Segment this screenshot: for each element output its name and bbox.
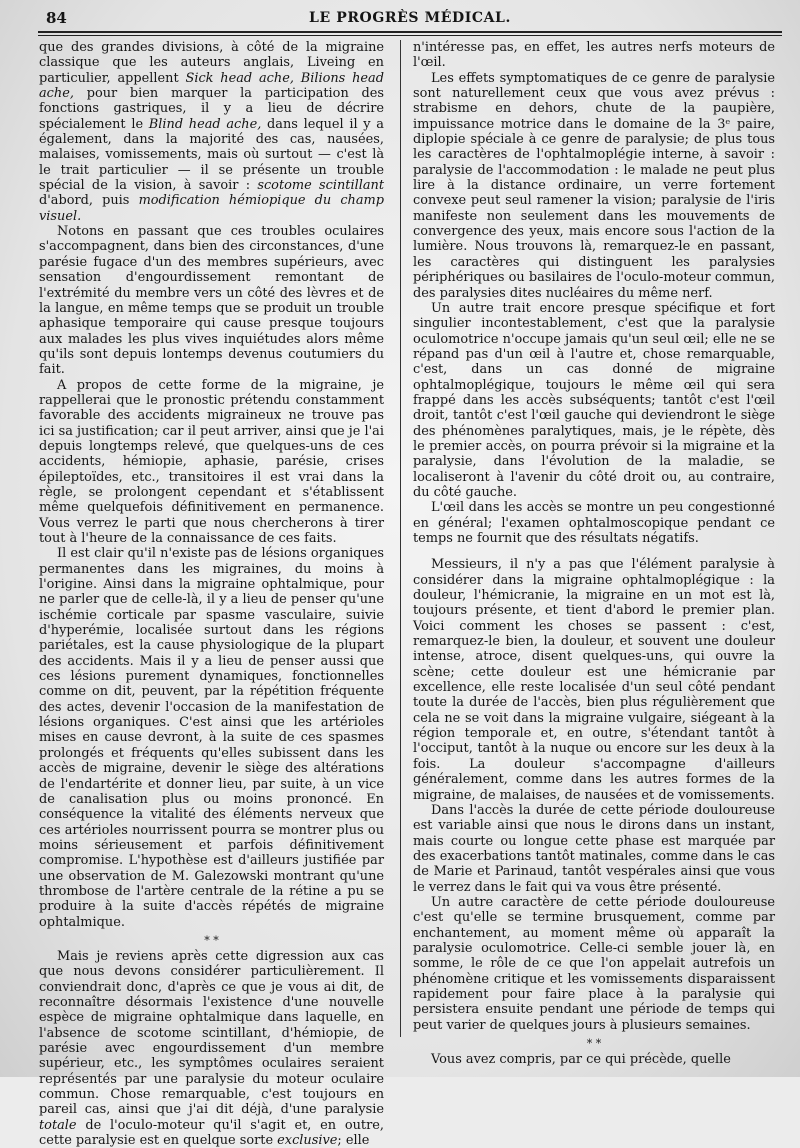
header-rule (38, 31, 782, 33)
paragraph: Un autre trait encore presque spécifique et fort singulier incontestablement, c'est que la paralysie oculomotrice n'occupe jamais qu'un seul œil; elle ne se répand pas d'un œil à l'autre et, chose remarquable, c'est, dans un cas donné de migraine ophtalmoplégique, toujours le même œil qui sera frappé dans les accès subséquents; tantôt c'est l'œil droit, tantôt c'est l'œil gauche qui deviendront le siège des phénomènes paralytiques, mais, je le répète, dès le premier accès, on pourra prévoir si la migraine et la paralysie, dans l'évolution de la maladie, se localiseront à l'avenir du côté droit ou, au contraire, du côté gauche. (413, 300, 775, 500)
paragraph: A propos de cette forme de la migraine, je rappellerai que le pronostic prétendu constamment favorable des accidents migraineux ne trouve pas ici sa justification; car il peut arriver, ainsi que je l'ai depuis longtemps relevé, que quelques-uns de ces accidents, hémiopie, aphasie, parésie, crises épileptoïdes, etc., transitoires il est vrai dans la règle, se prolongent cependant et s'établissent même quelquefois définitivement en permanence. Vous verrez le parti que nous chercherons à tirer tout à l'heure de la connaissance de ces faits. (39, 377, 384, 546)
paragraph: Notons en passant que ces troubles oculaires s'accompagnent, dans bien des circonstances, d'une parésie fugace d'un des membres supérieurs, avec sensation d'engourdissement remontant de l'extrémité du membre vers un côté des lèvres et de la langue, en même temps que se produit un trouble aphasique temporaire qui cause presque toujours aux malades les plus vives inquiétudes alors même qu'ils sont depuis lontemps devenus coutumiers du fait. (39, 224, 384, 378)
paragraph: Il est clair qu'il n'existe pas de lésions organiques permanentes dans les migraines, du moins à l'origine. Ainsi dans la migraine ophtalmique, pour ne parler que de celle-là, il y a lieu de penser qu'une ischémie corticale par spasme vasculaire, suivie d'hyperémie, localisée surtout dans les régions pariétales, est la cause physiologique de la plupart des accidents. Mais il y a lieu de penser aussi que ces lésions purement dynamiques, fonctionnelles comme on dit, peuvent, par la répétition fréquente des actes, devenir l'occasion de la manifestation de lésions organiques. C'est ainsi que les artérioles mises en cause devront, à la suite de ces spasmes prolongés et fréquents qu'elles subissent dans les accès de migraine, devenir le siège des altérations de l'endartérite et donner lieu, par suite, à un vice de canalisation plus ou moins prononcé. En conséquence la vitalité des éléments nerveux que ces artérioles nourrissent pourra se montrer plus ou moins sérieusement et parfois définitivement compromise. L'hypothèse est d'ailleurs justifiée par une observation de M. Galezowski montrant qu'une thrombose de l'artère centrale de la rétine a pu se produire à la suite d'accès répétés de migraine ophtalmique. (39, 546, 384, 930)
paragraph: Messieurs, il n'y a pas que l'élément paralysie à considérer dans la migraine ophtalmoplégique : la douleur, l'hémicranie, la migraine en un mot est là, toujours présente, et tient d'abord le premier plan. Voici comment les choses se passent : c'est, remarquez-le bien, la douleur, et souvent une douleur intense, atroce, disent quelques-uns, qui ouvre la scène; cette douleur est une hémicranie par excellence, elle reste localisée d'un seul côté pendant toute la durée de l'accès, bien plus régulièrement que cela ne se voit dans la migraine vulgaire, siégeant à la région temporale et, en outre, s'étendant tantôt à l'occiput, tantôt à la nuque ou encore sur les deux à la fois. La douleur s'accompagne d'ailleurs généralement, comme dans les autres formes de la migraine, de malaises, de nausées et de vomissements. (413, 557, 775, 803)
paragraph: Vous avez compris, par ce qui précède, quelle (431, 1052, 731, 1067)
page-number: 84 (46, 9, 67, 27)
paragraph: n'intéresse pas, en effet, les autres nerfs moteurs de l'œil. (413, 40, 775, 71)
header-rule-thin (38, 35, 782, 36)
paragraph: Mais je reviens après cette digression aux cas que nous devons considérer particulièrement. Il conviendrait donc, d'après ce que je vous ai dit, de reconnaître désormais l'existence d'une nouvelle espèce de migraine ophtalmique dans laquelle, en l'absence de scotome scintillant, d'hémiopie, de parésie avec engourdissement d'un membre supérieur, etc., les symptômes oculaires seraient représentés par une paralysie du moteur oculaire commun. Chose remarquable, c'est toujours en pareil cas, ainsi que j'ai dit déjà, d'une paralysie totale de l'oculo-moteur qu'il s'agit et, en outre, cette paralysie est en quelque sorte exclusive; elle (39, 948, 384, 1148)
journal-title: LE PROGRÈS MÉDICAL. (309, 10, 511, 26)
paragraph: Dans l'accès la durée de cette période douloureuse est variable ainsi que nous le dirons dans un instant, mais courte ou longue cette phase est marquée par des exacerbations tantôt matinales, comme dans le cas de Marie et Parinaud, tantôt vespérales ainsi que vous le verrez dans le fait qui va vous être présenté. (413, 802, 775, 895)
paragraph: Un autre caractère de cette période douloureuse c'est qu'elle se termine brusquement, comme par enchantement, au moment même où apparaît la paralysie oculomotrice. Celle-ci semble jouer là, en somme, le rôle de ce que l'on appelait autrefois un phénomène critique et les vomissements disparaissent rapidement pour faire place à la paralysie qui persistera ensuite pendant une période de temps qui peut varier de quelques jours à plusieurs semaines. (413, 894, 775, 1033)
right-column (413, 40, 775, 1067)
page-header (38, 8, 782, 30)
paragraph: Les effets symptomatiques de ce genre de paralysie sont naturellement ceux que vous avez prévus : strabisme en dehors, chute de la paupière, impuissance motrice dans le domaine de la 3ᵉ paire, diplopie spéciale à ce genre de paralysie; de plus tous les caractères de l'ophtalmoplégie interne, à savoir : paralysie de l'accommodation : le malade ne peut plus lire à la distance ordinaire, un verre fortement convexe peut seul ramener la vision; paralysie de l'iris manifeste non seulement dans les mouvements de convergence des yeux, mais encore sous l'action de la lumière. Nous trouvons là, remarquez-le en passant, les caractères qui distinguent les paralysies périphériques ou basilaires de l'oculo-moteur commun, des paralysies dites nucléaires du même nerf. (413, 70, 775, 301)
section-asterism: * * (204, 933, 219, 947)
paragraph: que des grandes divisions, à côté de la migraine classique que les auteurs anglais, Liveing en particulier, appellent Sick head ache, Bilions head ache, pour bien marquer la participation des fonctions gastriques, il y a lieu de décrire spécialement le Blind head ache, dans lequel il y a également, dans la majorité des cas, nausées, malaises, vomissements, mais où surtout — c'est là le trait particulier — il se présente un trouble spécial de la vision, à savoir : scotome scintillant d'abord, puis modification hémiopique du champ visuel. (39, 40, 384, 224)
column-divider (400, 40, 401, 1037)
section-asterism: * * (586, 1037, 602, 1050)
left-column (39, 40, 384, 1148)
paragraph: L'œil dans les accès se montre un peu congestionné en général; l'examen ophtalmoscopique pendant ce temps ne fournit que des résultats négatifs. (413, 500, 775, 546)
